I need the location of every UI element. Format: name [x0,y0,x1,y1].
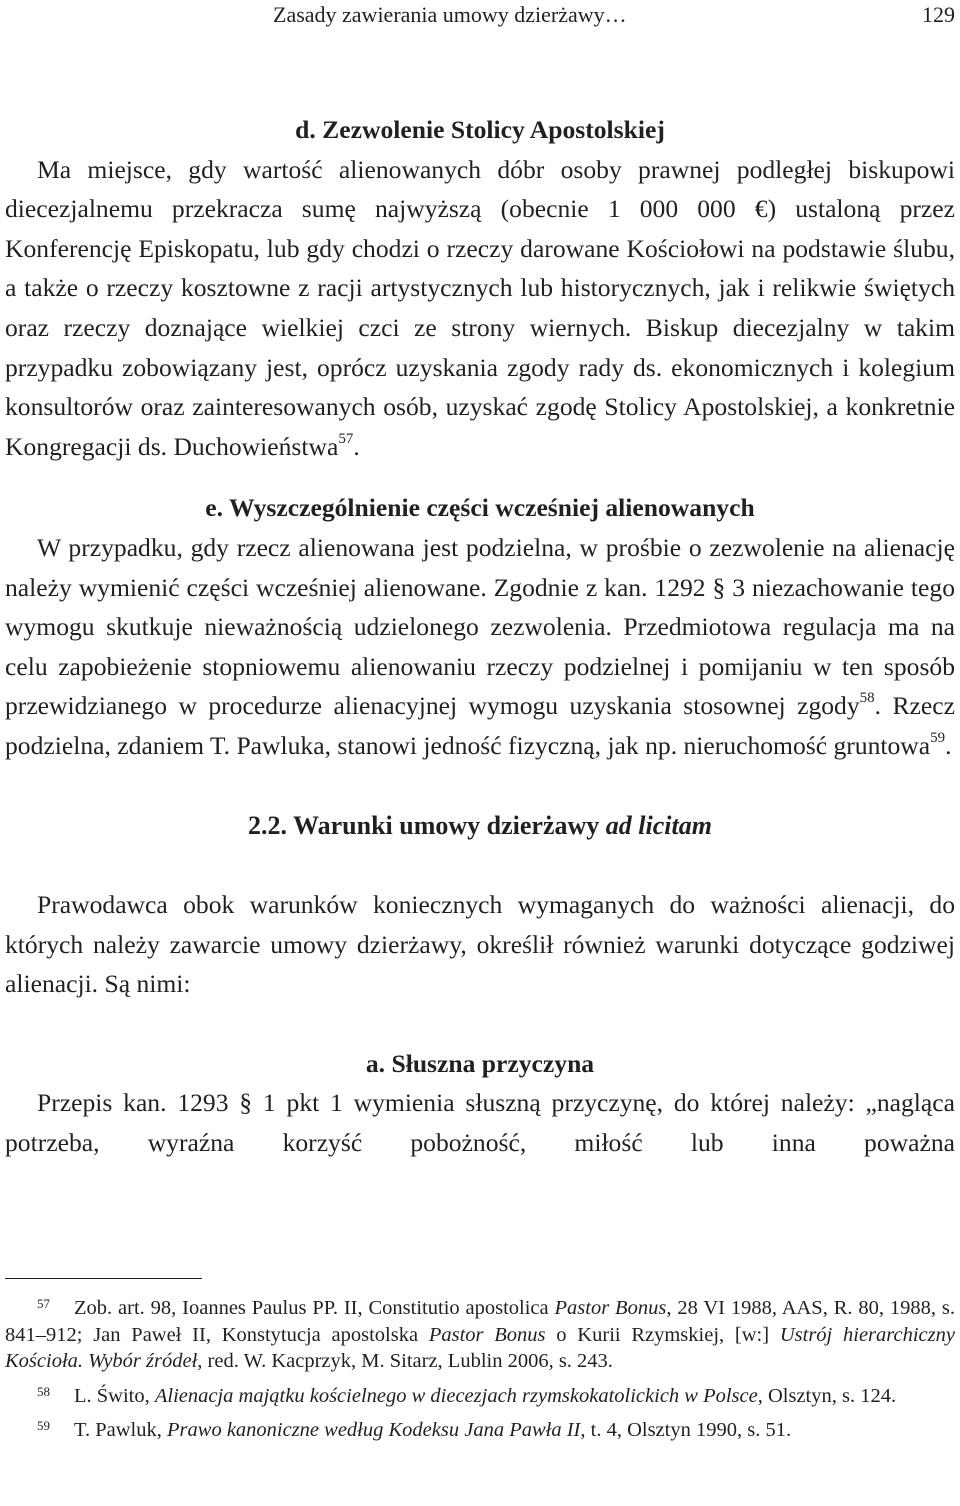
section-e-text-2: . Rzecz podzielna, zdaniem T. Pawluka, stanowi jedność fizyczną, jak np. nieruchomość gruntowa [5,691,955,760]
section-d-text: Ma miejsce, gdy wartość alienowanych dóbr osoby prawnej podległej biskupowi diecezjalnemu przekracza sumę najwyższą (obecnie 1 000 000 €) ustaloną przez Konferencję Episkopatu, lub gdy chodzi o rzeczy darowane Kościołowi na podstawie ślubu, a także o rzeczy kosztowne z racji artystycznych lub historycznych, jak i relikwie świętych oraz rzeczy doznające wielkiej czci ze strony wiernych. Biskup diecezjalny w takim przypadku zobowiązany jest, oprócz uzyskania zgody rady ds. ekonomicznych i kolegium konsultorów oraz zainteresowanych osób, uzyskać zgodę Stolicy Apostolskiej, a konkretnie Kongregacji ds. Duchowieństwa [5,154,955,461]
footnote-text: , 28 VI 1988, AAS, R. 80, 1988, s. 841–912; Jan Paweł II, Konstytucja apostolska [5,1297,955,1346]
footnote-italic: Alienacja majątku kościelnego w diecezjach rzymskokatolickich w Polsce [154,1384,758,1407]
footnote-59 [5,1413,955,1444]
running-header [5,2,955,32]
running-title: Zasady zawierania umowy dzierżawy… [273,2,627,27]
footnote-divider [5,1278,202,1279]
section-a-paragraph: Przepis kan. 1293 § 1 pkt 1 wymienia słuszną przyczynę, do której należy: „nagląca potrzeba, wyraźna korzyść pobożność, miłość lub inna poważna [5,1088,955,1158]
footnote-number: 59 [37,1418,50,1433]
section-e-text-end: . [945,730,952,760]
section-a-heading: a. Słuszna przyczyna [365,1048,595,1078]
footnotes [5,1278,955,1448]
page-number: 129 [922,2,955,27]
section-2-2-heading-plain: 2.2. Warunki umowy dzierżawy [248,810,606,840]
footnote-italic: Pastor Bonus [428,1323,546,1346]
footnote-ref-57[interactable]: 57 [338,430,354,447]
footnote-ref-58[interactable]: 58 [859,690,875,707]
main-text [5,110,955,1163]
section-2-2-paragraph: Prawodawca obok warunków koniecznych wymaganych do ważności alienacji, do których należy zawarcie umowy dzierżawy, określił również warunki dotyczące godziwej alienacji. Są nimi: [5,890,955,999]
footnote-text: Zob. art. 98, Ioannes Paulus PP. II, Constitutio apostolica [74,1297,555,1319]
footnote-text: , t. 4, Olsztyn 1990, s. 51. [580,1419,792,1441]
section-e-heading: e. Wyszczególnienie części wcześniej alienowanych [205,493,755,523]
section-d-heading: d. Zezwolenie Stolicy Apostolskiej [295,115,665,144]
footnote-57 [5,1291,955,1375]
footnote-italic: Prawo kanoniczne według Kodeksu Jana Pawła II [167,1419,581,1441]
footnote-number: 58 [37,1383,50,1399]
section-d-paragraph [5,150,955,467]
footnote-ref-59[interactable]: 59 [930,729,946,746]
footnote-number: 57 [37,1296,50,1311]
footnote-text: T. Pawluk, [74,1419,168,1441]
section-e-text-1: W przypadku, gdy rzecz alienowana jest podzielna, w prośbie o zezwolenie na alienację należy wymienić części wcześniej alienowane. Zgodnie z kan. 1292 § 3 niezachowanie tego wymogu skutkuje nieważnością udzielonego zezwolenia. Przedmiotowa regulacja ma na celu zapobieżenie stopniowemu alienowaniu rzeczy podzielnej i pomijaniu w ten sposób przewidzianego w procedurze alienacyjnej wymogu uzyskania stosownej zgody [5,532,955,721]
footnote-text: L. Świto, [74,1384,155,1407]
footnote-text: , Olsztyn, s. 124. [757,1384,897,1407]
footnote-italic: Pastor Bonus [554,1297,667,1319]
section-2-2-heading-italic: ad licitam [605,810,712,840]
section-2-2-heading [5,806,955,846]
footnote-text: o Kurii Rzymskiej, [w:] [545,1323,780,1346]
footnote-text: , red. W. Kacprzyk, M. Sitarz, Lublin 2006, s. 243. [197,1350,613,1372]
section-e-paragraph [5,528,955,766]
section-d-text-end: . [353,431,360,461]
footnote-italic: Ustrój hierarchiczny Kościoła. Wybór źródeł [5,1323,955,1372]
footnote-58 [5,1379,955,1410]
